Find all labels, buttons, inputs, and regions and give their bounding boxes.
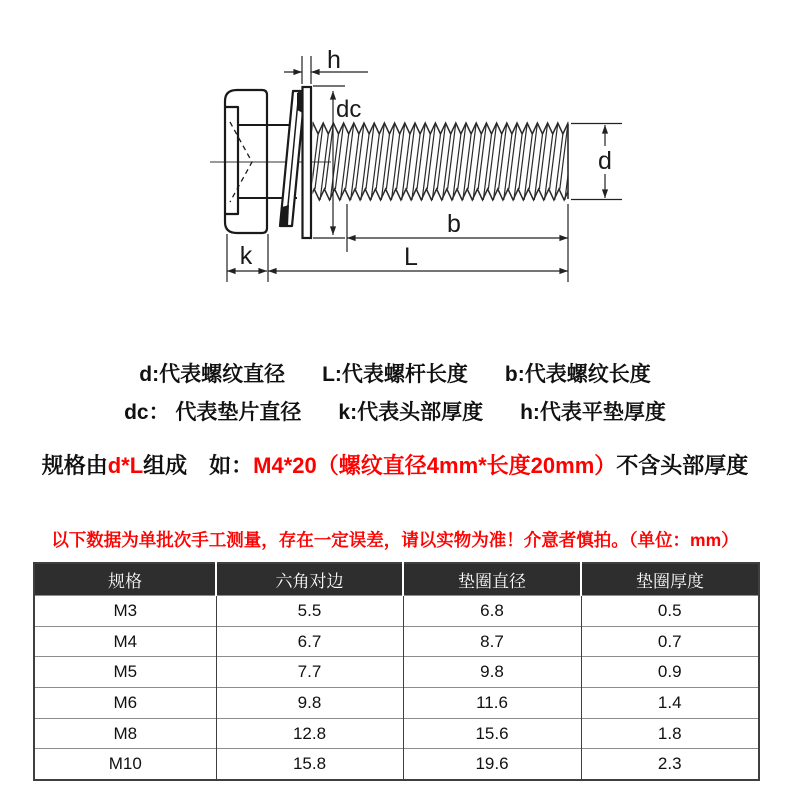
cell: 6.7 (216, 626, 403, 657)
screw-diagram (0, 0, 790, 315)
cell-spec: M10 (34, 749, 216, 780)
dim-label-d: d (598, 147, 612, 175)
cell: 19.6 (403, 749, 581, 780)
definition-L: L:代表螺杆长度 (322, 363, 468, 386)
table-row (34, 657, 759, 688)
cell-spec: M4 (34, 626, 216, 657)
spec-part-black: 不含头部厚度 (616, 453, 749, 478)
col-header-hex-width: 六角对边 (216, 563, 403, 596)
table-row (34, 749, 759, 780)
cell: 15.6 (403, 718, 581, 749)
table-header-row (34, 563, 759, 596)
dim-label-k: k (239, 242, 253, 270)
spec-part-red: d*L (107, 453, 144, 478)
cell: 0.7 (581, 626, 759, 657)
cell: 9.8 (216, 688, 403, 719)
measurement-warning: 以下数据为单批次手工测量，存在一定误差，请以实物为准！介意者慎拍。（单位：mm） (51, 530, 739, 550)
cell: 11.6 (403, 688, 581, 719)
cell-spec: M8 (34, 718, 216, 749)
cell: 0.5 (581, 596, 759, 627)
col-header-spec: 规格 (34, 563, 216, 596)
definition-k: k:代表头部厚度 (338, 401, 484, 424)
definition-d: d:代表螺纹直径 (139, 363, 286, 386)
cell: 2.3 (581, 749, 759, 780)
thread (304, 123, 583, 200)
flat-washer (303, 87, 312, 238)
table-row (34, 718, 759, 749)
spring-washer (280, 91, 305, 226)
dim-label-L: L (404, 243, 418, 271)
cell: 8.7 (403, 626, 581, 657)
cell-spec: M3 (34, 596, 216, 627)
cell: 6.8 (403, 596, 581, 627)
spec-part-black: 组成 如： (143, 453, 254, 478)
cell: 1.4 (581, 688, 759, 719)
dim-label-b: b (447, 210, 461, 238)
cell: 5.5 (216, 596, 403, 627)
col-header-washer-thickness: 垫圈厚度 (581, 563, 759, 596)
cell: 12.8 (216, 718, 403, 749)
cell: 0.9 (581, 657, 759, 688)
definitions-line-2 (0, 396, 790, 426)
cell: 7.7 (216, 657, 403, 688)
definitions-line-1 (0, 358, 790, 388)
definition-h: h:代表平垫厚度 (520, 401, 666, 424)
cell-spec: M6 (34, 688, 216, 719)
spec-table (33, 562, 760, 781)
table-row (34, 688, 759, 719)
cell-spec: M5 (34, 657, 216, 688)
table-row (34, 596, 759, 627)
spec-format-line (0, 449, 790, 480)
spec-part-black: 规格由 (41, 453, 108, 478)
cell: 1.8 (581, 718, 759, 749)
cell: 9.8 (403, 657, 581, 688)
cell: 15.8 (216, 749, 403, 780)
dim-label-dc: dc (336, 96, 362, 123)
definition-dc: dc： 代表垫片直径 (124, 401, 302, 424)
table-row (34, 626, 759, 657)
col-header-washer-diameter: 垫圈直径 (403, 563, 581, 596)
definition-b: b:代表螺纹长度 (504, 363, 651, 386)
spec-part-red: M4*20（螺纹直径4mm*长度20mm） (253, 453, 617, 478)
dim-label-h: h (327, 46, 341, 74)
